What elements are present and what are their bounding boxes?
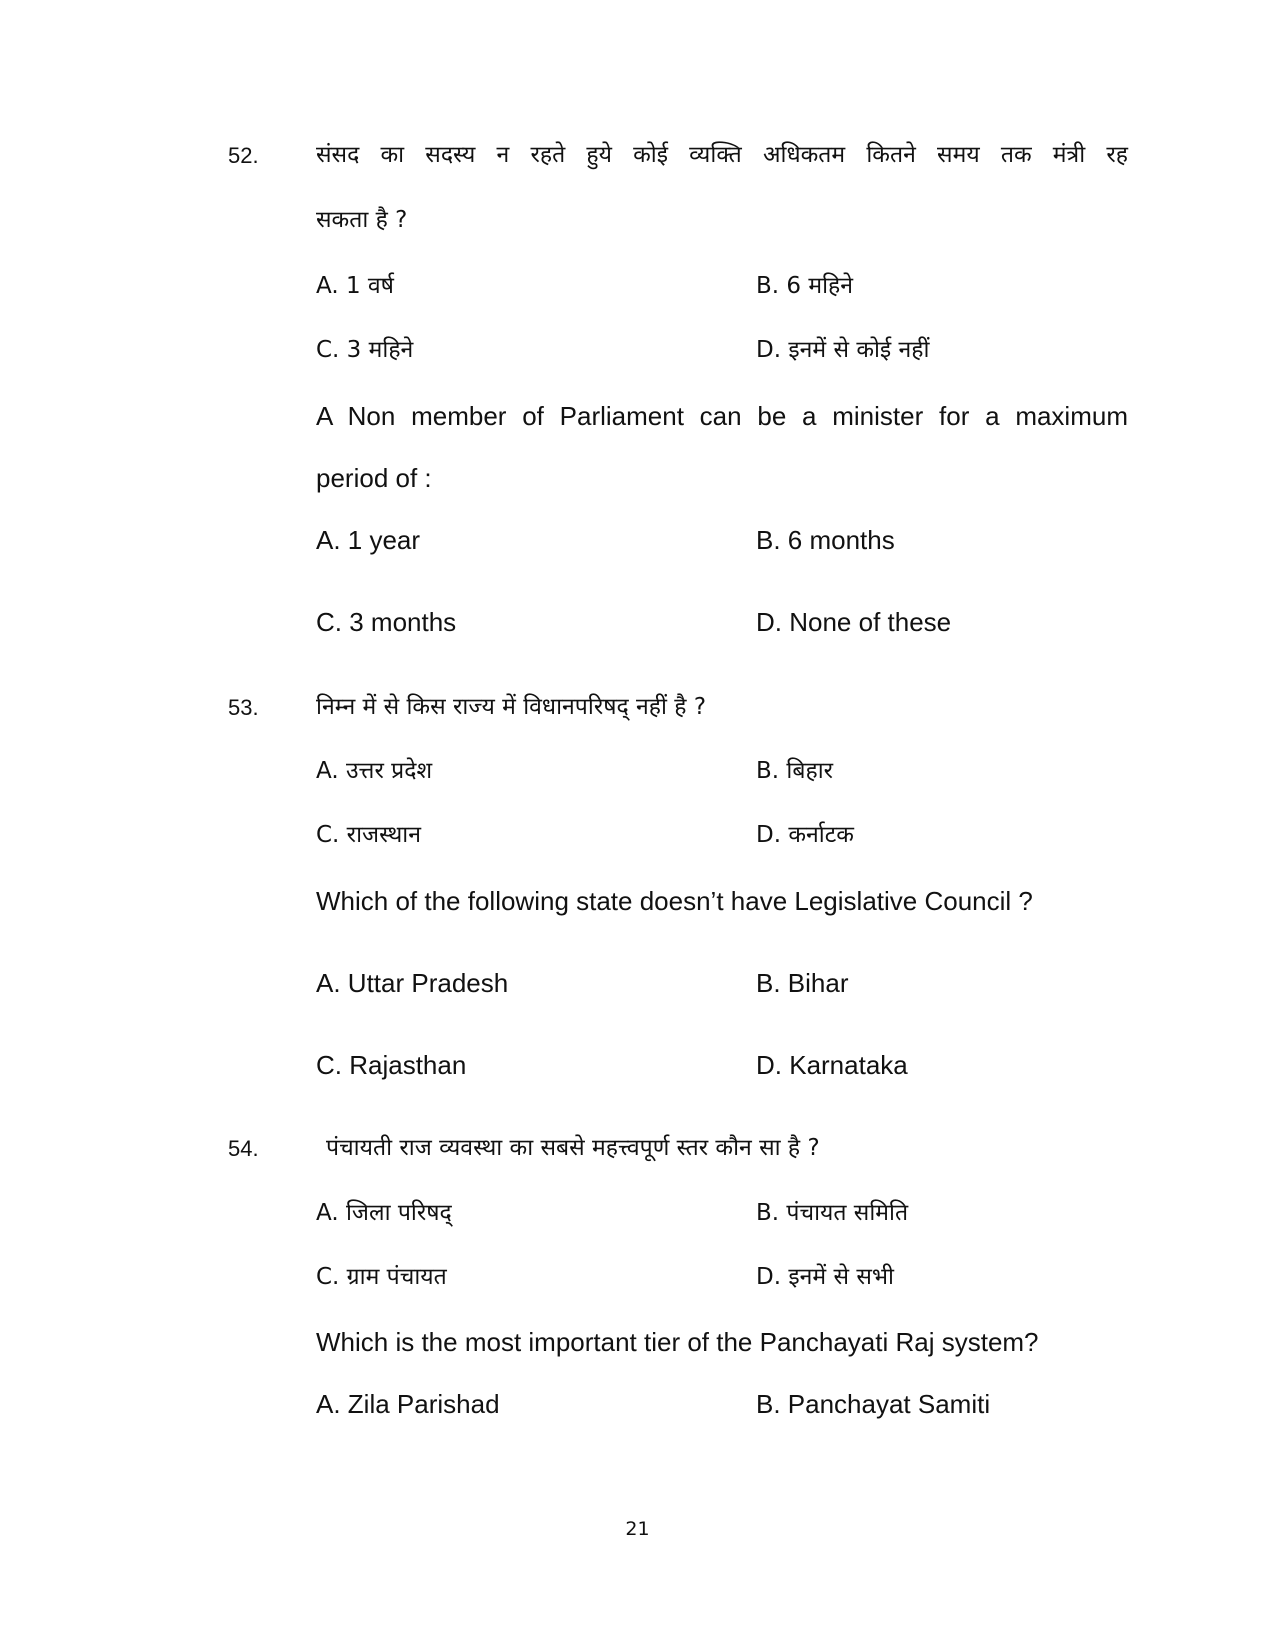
question-52-english-text-line-2: period of : (316, 463, 432, 493)
question-53-hindi-option-b: B. बिहार (756, 758, 834, 784)
question-52-hindi-text-line-2: सकता है ? (316, 207, 408, 233)
question-53-hindi-option-a: A. उत्तर प्रदेश (316, 758, 433, 784)
question-53-english-option-b: B. Bihar (756, 968, 849, 998)
question-54-hindi-option-a: A. जिला परिषद् (316, 1200, 452, 1226)
question-53-hindi-text: निम्न में से किस राज्य में विधानपरिषद् नहीं है ? (316, 694, 707, 720)
question-54-english-option-a: A. Zila Parishad (316, 1389, 500, 1419)
question-52-hindi-option-a: A. 1 वर्ष (316, 273, 394, 299)
question-53-number: 53. (228, 695, 259, 720)
question-52-hindi-option-d: D. इनमें से कोई नहीं (756, 337, 930, 363)
question-53-hindi-option-d: D. कर्नाटक (756, 822, 854, 848)
question-54-hindi-option-c: C. ग्राम पंचायत (316, 1264, 447, 1290)
question-52-hindi-text-line-1: संसद का सदस्य न रहते हुये कोई व्यक्ति अधिकतम कितने समय तक मंत्री रह (316, 142, 1128, 168)
question-54-english-text: Which is the most important tier of the Panchayati Raj system? (316, 1327, 1039, 1357)
question-54-english-option-b: B. Panchayat Samiti (756, 1389, 991, 1419)
question-54-number: 54. (228, 1136, 259, 1161)
question-54-hindi-option-b: B. पंचायत समिति (756, 1200, 909, 1226)
question-52-english-option-d: D. None of these (756, 607, 952, 637)
question-52-hindi-option-b: B. 6 महिने (756, 273, 854, 299)
question-53-english-option-d: D. Karnataka (756, 1050, 908, 1080)
question-53-english-option-c: C. Rajasthan (316, 1050, 467, 1080)
question-54-hindi-text: पंचायती राज व्यवस्था का सबसे महत्त्वपूर्ण स्तर कौन सा है ? (326, 1135, 820, 1161)
question-53-hindi-option-c: C. राजस्थान (316, 822, 422, 848)
question-54-hindi-option-d: D. इनमें से सभी (756, 1264, 894, 1290)
question-53-english-option-a: A. Uttar Pradesh (316, 968, 509, 998)
question-52-english-option-c: C. 3 months (316, 607, 457, 637)
question-52-english-option-a: A. 1 year (316, 525, 421, 555)
question-52-hindi-option-c: C. 3 महिने (316, 337, 414, 363)
question-52-english-text-line-1: A Non member of Parliament can be a minister for a maximum (316, 401, 1128, 431)
question-52-number: 52. (228, 143, 259, 168)
page-number: 21 (625, 1518, 650, 1540)
question-53-english-text: Which of the following state doesn’t have Legislative Council ? (316, 886, 1033, 916)
question-52-english-option-b: B. 6 months (756, 525, 895, 555)
